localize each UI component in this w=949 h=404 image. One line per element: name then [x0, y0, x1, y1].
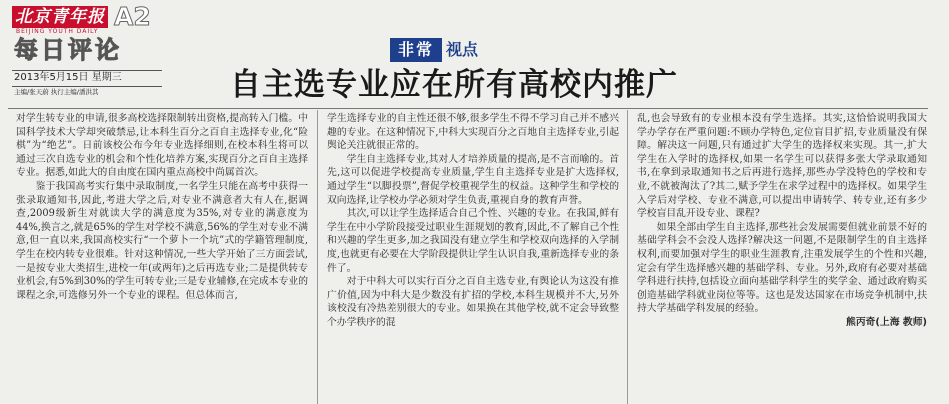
paragraph: 其次,可以让学生选择适合自己个性、兴趣的专业。在我国,鲜有学生在中小学阶段接受过职业生涯规划的教育,因此,不了解自己个性和兴趣的学生更多,加之我国没有建立学生和学校双向选择的入学制度,也就更有必要在大学阶段提供让学生认识自我,重新选择专业的条件了。	[327, 208, 619, 274]
page-number: A2	[114, 2, 151, 31]
divider	[12, 86, 162, 87]
masthead	[12, 2, 222, 96]
kicker-highlight: 非常	[390, 38, 442, 62]
article-column-3	[637, 112, 927, 404]
article-column-1	[16, 112, 308, 404]
section-kicker	[390, 38, 478, 62]
article-column-2	[327, 112, 619, 404]
paper-logo-subtitle: BEIJING YOUTH DAILY	[16, 28, 99, 35]
paragraph: 学生选择专业的自主性还很不够,很多学生不得不学习自己并不感兴趣的专业。在这种情况下,中科大实现百分之百地自主选择专业,引起舆论关注就很正常的。	[327, 113, 619, 152]
article-headline: 自主选专业应在所有高校内推广	[230, 67, 678, 103]
divider	[8, 108, 928, 109]
paragraph: 学生自主选择专业,其对人才培养质量的提高,是不言而喻的。首先,这可以促进学校提高专业质量,学生自主选择专业是扩大选择权,通过学生“以脚投票”,督促学校重视学生的权益。这种学生和学校的双向选择,让学校办学必须对学生负责,重视自身的教育声誉。	[327, 153, 619, 206]
issue-date: 2013年5月15日 星期三	[14, 72, 122, 83]
kicker-text: 视点	[446, 40, 479, 59]
paragraph: 如果全部由学生自主选择,那些社会发展需要但就业前景不好的基础学科会不会没人选择?解决这一问题,不是限制学生的自主选择权利,而要加强对学生的职业生涯教育,注重发展学生的个性和兴趣,定会有学生选择感兴趣的基础学科、专业。另外,政府有必要对基础学科进行扶持,包括设立面向基础学科学生的奖学金、通过政府购买创造基础学科就业岗位等等。这也是发达国家在市场竞争机制中,扶持大学基础学科发展的经验。	[637, 221, 927, 315]
paragraph: 乱,也会导致有的专业根本没有学生选择。其实,这恰恰说明我国大学办学存在严重问题:不顾办学特色,定位盲目扩招,专业质量没有保障。解决这一问题,只有通过扩大学生的选择权来实现。其一,扩大学生在入学时的选择权,如果一名学生可以获得多张大学录取通知书,在拿到录取通知书之后再进行选择,那些办学没特色的学校和专业,不就被淘汰了?其二,赋予学生在求学过程中的选择权。如果学生入学后对学校、专业不满意,可以提出申请转学、转专业,还有多少学校盲目乱开设专业、课程?	[637, 113, 927, 220]
paragraph: 对学生转专业的申请,很多高校选择限制转出资格,提高转入门槛。中国科学技术大学却突破禁忌,让本科生百分之百自主选择专业,化“险棋”为“绝艺”。日前该校公布今年专业选择细则,在校本科生将可以通过三次自选专业的机会和个性化培养方案,实现百分之百自主选择专业。据悉,如此大的自由度在国内重点高校中尚属首次。	[16, 113, 308, 179]
editors-credit: 主编/张天蔚 执行主编/潘洪其	[14, 88, 99, 96]
paragraph: 鉴于我国高考实行集中录取制度,一名学生只能在高考中获得一张录取通知书,因此,考进大学之后,对专业不满意者大有人在,据调查,2009级新生对就读大学的满意度为35%,对专业的满意度为44%,换言之,就是65%的学生对学校不满意,56%的学生对专业不满意,但一直以来,我国高校实行“一个萝卜一个坑”式的学籍管理制度,学生在校内转专业很难。针对这种情况,一些大学开始了三方面尝试,一是按专业大类招生,进校一年(或两年)之后再选专业;二是提供转专业机会,有5%到30%的学生可转专业;三是专业辅修,在完成本专业的课程之余,可选修另外一个专业的课程。但总体而言,	[16, 180, 308, 301]
column-divider	[627, 110, 628, 404]
column-divider	[317, 110, 318, 404]
author-byline: 熊丙奇(上海 教师)	[846, 316, 927, 328]
paper-logo: 北京青年报	[12, 6, 108, 28]
column-name: 每日评论	[14, 36, 122, 64]
divider	[12, 70, 162, 71]
paragraph: 对于中科大可以实行百分之百自主选专业,有舆论认为这没有推广价值,因为中科大是少数没有扩招的学校,本科生规模并不大,另外该校没有冷热差别很大的专业。如果换在其他学校,就不定会导致整个办学秩序的混	[327, 276, 619, 328]
